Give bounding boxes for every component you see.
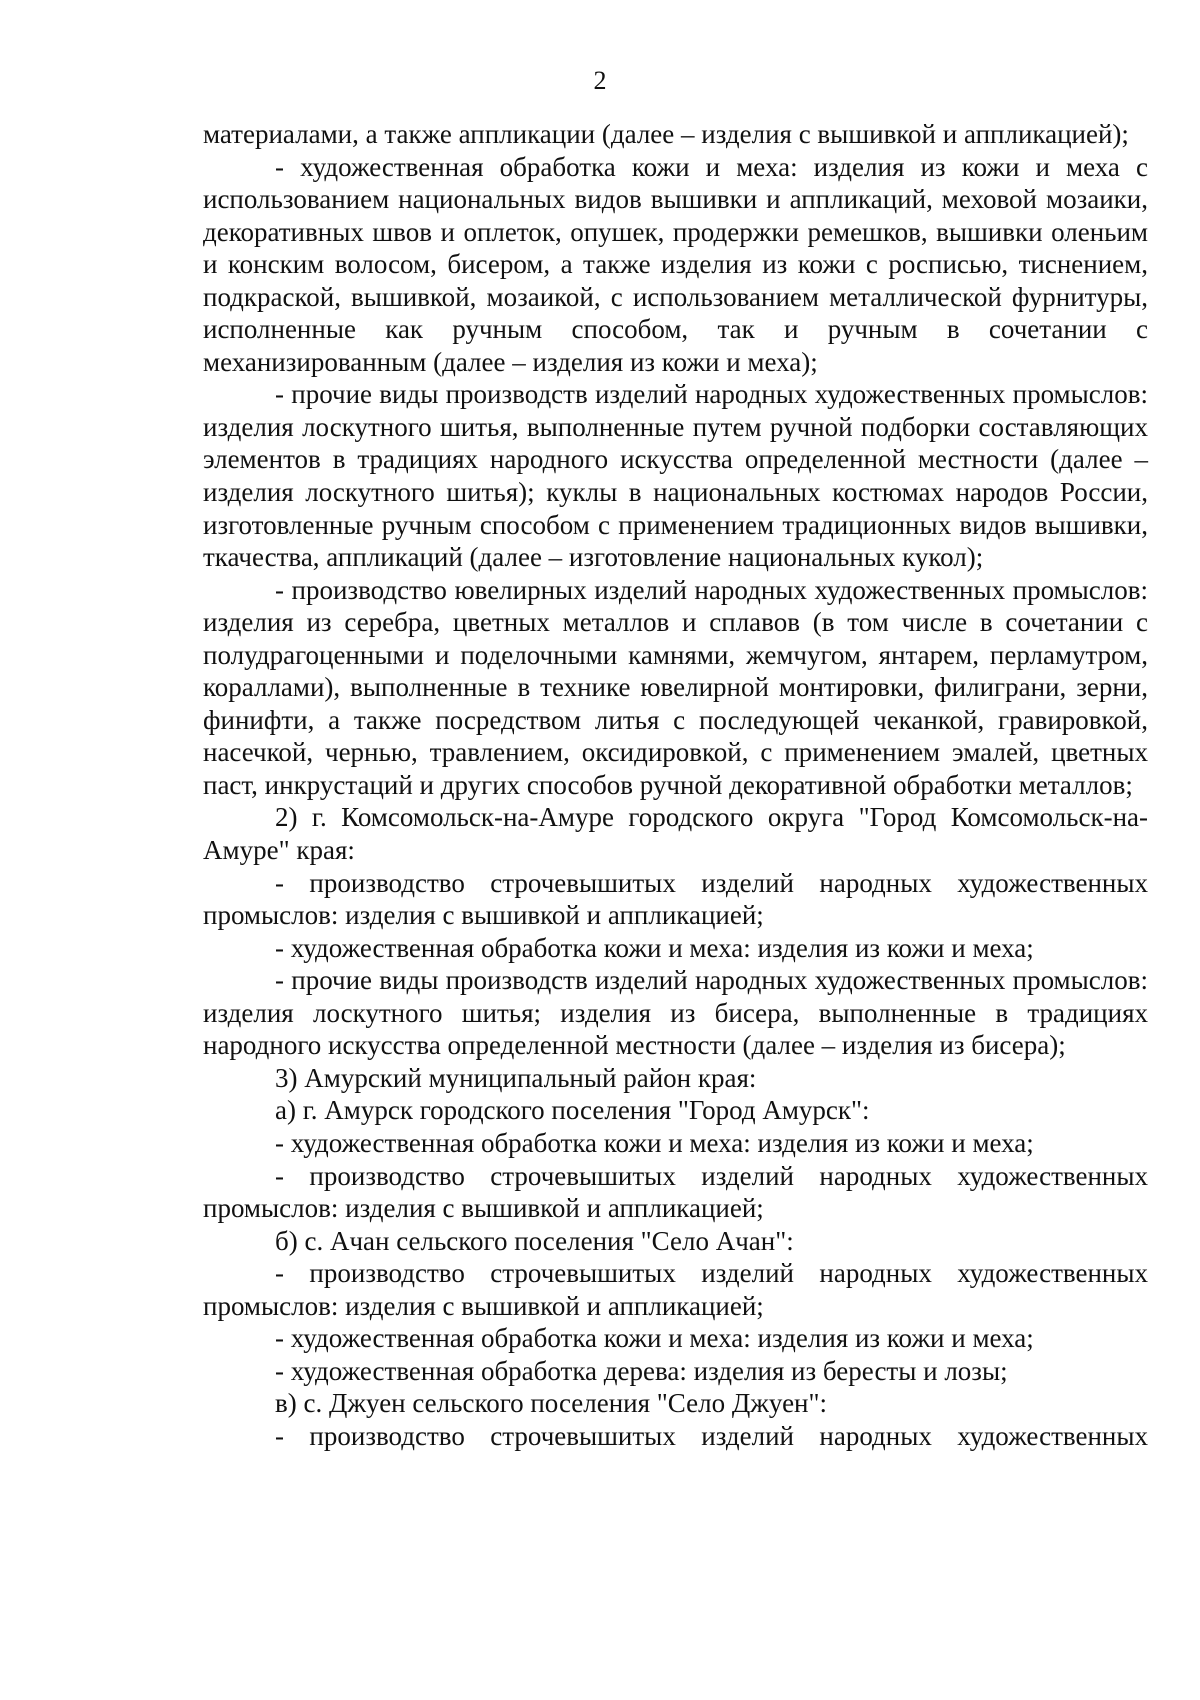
paragraph: - художественная обработка кожи и меха: изделия из кожи и меха;: [275, 1127, 1034, 1158]
paragraph: - художественная обработка дерева: изделия из бересты и лозы;: [275, 1355, 1008, 1386]
paragraph: - художественная обработка кожи и меха: изделия из кожи и меха;: [275, 932, 1034, 963]
document-body: [203, 118, 1148, 1452]
paragraph: в) с. Джуен сельского поселения "Село Джуен":: [275, 1388, 828, 1419]
paragraph: - производство строчевышитых изделий народных художественных промыслов: изделия с вышивкой и аппликацией;: [203, 1160, 1148, 1224]
paragraph: 3) Амурский муниципальный район края:: [275, 1062, 757, 1093]
paragraph: б) с. Ачан сельского поселения "Село Ачан":: [275, 1225, 794, 1256]
paragraph: а) г. Амурск городского поселения "Город Амурск":: [275, 1095, 870, 1126]
paragraph: - прочие виды производств изделий народных художественных промыслов: изделия лоскутного шитья; изделия из бисера, выполненные в традициях народного искусства определенной местности (далее – изделия из бисера);: [203, 965, 1148, 1061]
page-number: 2: [593, 66, 607, 95]
paragraph: материалами, а также аппликации (далее – изделия с вышивкой и аппликацией);: [203, 119, 1129, 149]
paragraph: - художественная обработка кожи и меха: изделия из кожи и меха;: [275, 1323, 1034, 1354]
paragraph: - производство строчевышитых изделий народных художественных промыслов: изделия с вышивкой и аппликацией;: [203, 867, 1148, 931]
paragraph: - производство строчевышитых изделий народных художественных промыслов: изделия с вышивкой и аппликацией;: [203, 1258, 1148, 1321]
paragraph: - производство ювелирных изделий народных художественных промыслов: изделия из серебра, цветных металлов и сплавов (в том числе в сочетании с полудрагоценными и поделочными камнями, жемчугом, янтарем, перламутром, кораллами), выполненные в технике ювелирной монтировки, филиграни, зерни, финифти, а также посредством литья с последующей чеканкой, гравировкой, насечкой, чернью, травлением, оксидировкой, с применением эмалей, цветных паст, инкрустаций и других способов ручной декоративной обработки металлов;: [203, 574, 1148, 800]
paragraph: 2) г. Комсомольск-на-Амуре городского округа "Город Комсомольск-на-Амуре" края:: [203, 802, 1148, 866]
paragraph: - производство строчевышитых изделий народных художественных: [275, 1420, 1148, 1451]
paragraph: - прочие виды производств изделий народных художественных промыслов: изделия лоскутного шитья, выполненные путем ручной подборки составляющих элементов в традициях народного искусства определенной местности (далее – изделия лоскутного шитья); куклы в национальных костюмах народов России, изготовленные ручным способом с применением традиционных видов вышивки, ткачества, аппликаций (далее – изготовление национальных кукол);: [203, 379, 1148, 573]
paragraph: - художественная обработка кожи и меха: изделия из кожи и меха с использованием национальных видов вышивки и аппликаций, меховой мозаики, декоративных швов и оплеток, опушек, продержки ремешков, вышивки оленьим и конским волосом, бисером, а также изделия из кожи с росписью, тиснением, подкраской, вышивкой, мозаикой, с использованием металлической фурнитуры, исполненные как ручным способом, так и ручным в сочетании с механизированным (далее – изделия из кожи и меха);: [203, 151, 1148, 377]
